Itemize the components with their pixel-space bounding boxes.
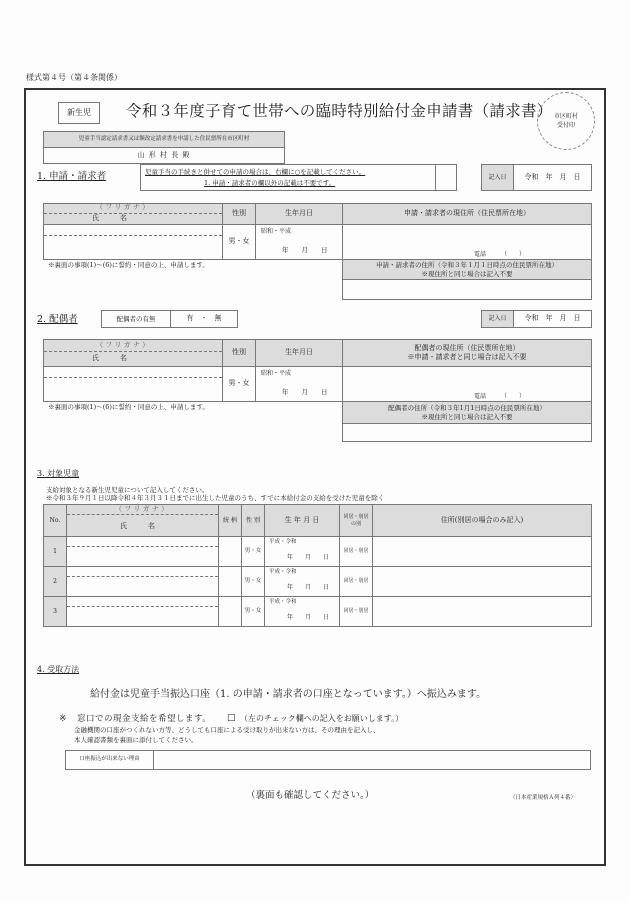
children-table <box>43 504 592 632</box>
s2-name-field[interactable] <box>43 366 223 402</box>
s2-sex-label: 性別 <box>232 348 246 357</box>
s1-sex-header <box>222 203 256 225</box>
paper-size-note: （日本産業規格Ａ列４番） <box>510 795 577 801</box>
s1-pledge: ※裏面の事項(1)～(6)に誓約・同意の上、申請します。 <box>48 261 209 269</box>
child-name-divider <box>67 576 218 577</box>
col-furigana-label: （ フ リ ガ ナ ） <box>115 505 169 513</box>
col-dob-label: 生 年 月 日 <box>284 515 320 524</box>
s4-explain-2: 本人確認書類を裏面に添付してください。 <box>74 736 198 744</box>
child-sex-field[interactable] <box>241 596 265 627</box>
col-name-label: 氏 名 <box>120 522 155 530</box>
child-no-value: 2 <box>53 577 57 585</box>
child-dob-ymd: 年 月 日 <box>287 584 330 591</box>
section1-date-label <box>481 164 514 191</box>
addressee-header-text: 児童手当認定請求書又は額改定請求書を申請した住民票所在市区町村 <box>78 135 250 142</box>
child-address-field[interactable] <box>372 566 592 597</box>
s2-address-label-1: 配偶者の現住所（住民票所在地） <box>414 343 520 352</box>
section2-heading: 2. 配偶者 <box>37 314 78 325</box>
child-dob-era: 平成・令和 <box>269 539 297 545</box>
s1-dob-era: 昭和・平成 <box>261 228 292 235</box>
child-cohab-field[interactable] <box>339 596 373 627</box>
date-value-text: 令和 年 月 日 <box>524 172 581 181</box>
s1-prev-address-label-2: ※現住所と同じ場合は記入不要 <box>421 269 513 278</box>
s2-furigana-label: （ フ リ ガ ナ ） <box>96 341 150 349</box>
s2-address-header <box>342 339 592 367</box>
col-dob <box>264 504 340 537</box>
s2-sex-header <box>222 339 256 367</box>
s2-prev-address-field[interactable] <box>342 423 592 442</box>
s2-name-divider <box>44 377 222 378</box>
col-no-label: No. <box>49 516 61 524</box>
child-cohab-field[interactable] <box>339 536 373 567</box>
child-dob-ymd: 年 月 日 <box>287 614 330 621</box>
s2-date-value-text: 令和 年 月 日 <box>524 314 581 323</box>
has-spouse-options: 有 ・ 無 <box>186 314 222 323</box>
col-relation <box>218 504 242 537</box>
s1-name-divider <box>44 235 222 236</box>
col-sex <box>241 504 265 537</box>
s2-pledge: ※裏面の事項(1)～(6)に誓約・同意の上、申請します。 <box>48 403 209 411</box>
addressee-header <box>43 131 285 148</box>
s1-furigana-divider <box>44 213 222 214</box>
child-relation-field[interactable] <box>218 566 242 597</box>
child-no <box>43 566 67 597</box>
addressee-name <box>43 147 285 164</box>
s2-dob-era: 昭和・平成 <box>261 370 292 377</box>
child-cohab-value: 同居・別居 <box>343 548 369 555</box>
date-label-text: 記入日 <box>488 173 507 181</box>
s4-statement: 給付金は児童手当振込口座（1. の申請・請求者の口座となっています。）へ振込みます。 <box>90 689 487 700</box>
child-dob-field[interactable] <box>264 566 340 597</box>
child-cohab-field[interactable] <box>339 566 373 597</box>
has-spouse-label-text: 配偶者の有無 <box>116 314 156 323</box>
s4-checkbox-note: （左のチェック欄への記入をお願いします。） <box>240 714 404 723</box>
s1-dob-label: 生年月日 <box>285 209 313 218</box>
addressee-name-text: 山 形 村 長 殿 <box>137 150 191 159</box>
s2-dob-field[interactable] <box>255 366 343 402</box>
child-no <box>43 596 67 627</box>
s1-name-field[interactable] <box>43 224 223 260</box>
s2-date-label-text: 記入日 <box>488 315 507 323</box>
form-id: 様式第４号（第４条関係） <box>26 73 122 82</box>
s2-address-label-2: ※申請・請求者と同じ場合は記入不要 <box>407 353 527 361</box>
child-dob-era: 平成・令和 <box>269 569 297 575</box>
child-address-field[interactable] <box>372 596 592 627</box>
section2-date-field[interactable] <box>513 310 592 328</box>
child-name-field[interactable] <box>66 536 219 567</box>
s1-dob-ymd: 年 月 日 <box>282 246 328 254</box>
child-sex-value: 男・女 <box>244 577 262 584</box>
child-dob-field[interactable] <box>264 536 340 567</box>
reason-label <box>65 750 154 770</box>
child-relation-field[interactable] <box>218 596 242 627</box>
child-row <box>43 596 592 627</box>
child-relation-field[interactable] <box>218 536 242 567</box>
s3-note-1: 支給対象となる新生児児童について記入してください。 <box>46 486 209 494</box>
page-title: 令和３年度子育て世帯への臨時特別給付金申請書（請求書） <box>126 102 553 120</box>
s1-phone-label: 電話 （ ） <box>474 251 526 258</box>
section1-date-field[interactable] <box>513 164 592 191</box>
child-row <box>43 536 592 567</box>
s1-prev-address-field[interactable] <box>342 279 592 300</box>
child-dob-field[interactable] <box>264 596 340 627</box>
s2-has-spouse-label <box>101 310 171 328</box>
section1-notice <box>140 164 436 191</box>
s1-furigana-label: （ フ リ ガ ナ ） <box>96 203 150 211</box>
s2-prev-address-label-1: 配偶者の住所（令和３年1月1日時点の住民票所在地） <box>388 404 546 413</box>
s4-cash-request: 窓口での現金支給を希望します。 <box>77 714 212 724</box>
child-cohab-value: 同居・別居 <box>343 578 369 585</box>
reason-field[interactable] <box>153 750 591 770</box>
section4-heading: 4. 受取方法 <box>37 665 80 674</box>
s4-explain-1: 金融機関の口座がつくれない方等、どうしても口座による受け取りが出来ない方は、その理由を記入し、 <box>74 726 380 734</box>
child-sex-value: 男・女 <box>244 607 262 614</box>
s2-name-label: 氏 名 <box>92 354 127 362</box>
child-name-field[interactable] <box>66 566 219 597</box>
reason-label-text: 口座振込が出来ない理由 <box>79 756 140 763</box>
child-no-value: 3 <box>53 607 57 615</box>
s1-name-label: 氏 名 <box>92 214 127 222</box>
s1-address-header <box>342 203 592 225</box>
child-no <box>43 536 67 567</box>
s2-dob-header <box>255 339 343 367</box>
col-sex-label: 性 別 <box>246 516 260 524</box>
stamp-label-1: 市区町村 <box>553 113 578 120</box>
s3-note-2: ※令和３年９月１日以降令和４年３月３１日までに出生した児童のうち、すでに本給付金の支給を受けた児童を除く <box>46 494 385 502</box>
notice-line-1: 児童手当の手続きと併せての申請の場合は、右欄に○を記載してください。 <box>145 168 366 176</box>
child-row <box>43 566 592 597</box>
s2-sex-field[interactable] <box>222 366 256 402</box>
col-cohab-label-2: の別 <box>350 520 361 527</box>
s1-prev-address-label-1: 申請・請求者の住所（令和３年１月１日時点の住民票所在地） <box>376 261 558 270</box>
col-furigana-divider <box>67 514 218 515</box>
child-no-value: 1 <box>53 547 57 555</box>
back-side-note: （裏面も確認してください。） <box>246 790 375 801</box>
col-relation-label: 続 柄 <box>223 516 237 524</box>
child-sex-value: 男・女 <box>244 547 262 554</box>
child-name-divider <box>67 546 218 547</box>
s2-prev-address-header <box>342 401 592 424</box>
section2-date-label <box>481 310 514 328</box>
col-address <box>372 504 592 537</box>
s1-address-label: 申請・請求者の現住所（住民票所在地） <box>404 209 530 218</box>
section1-heading: 1. 申請・請求者 <box>37 171 107 182</box>
s1-sex-field[interactable] <box>222 224 256 260</box>
child-name-field[interactable] <box>66 596 219 627</box>
s1-address-field[interactable] <box>342 224 592 260</box>
child-sex-field[interactable] <box>241 536 265 567</box>
child-dob-ymd: 年 月 日 <box>287 554 330 561</box>
child-address-field[interactable] <box>372 536 592 567</box>
s2-dob-label: 生年月日 <box>285 348 313 357</box>
s2-has-spouse-select[interactable] <box>170 310 238 328</box>
col-address-label: 住所(別居の場合のみ記入) <box>440 515 524 524</box>
s1-dob-header <box>255 203 343 225</box>
s1-dob-field[interactable] <box>255 224 343 260</box>
stamp-label-2: 受付印 <box>556 122 575 129</box>
notice-line-2: 1. 申請・請求者の欄以外の記載は不要です。 <box>204 179 336 187</box>
child-cohab-value: 同居・別居 <box>343 608 369 615</box>
s2-furigana-divider <box>44 351 222 352</box>
s2-sex-value: 男・女 <box>228 379 250 388</box>
col-cohab <box>339 504 373 537</box>
s1-sex-label: 性別 <box>232 209 246 218</box>
s2-dob-ymd: 年 月 日 <box>282 388 328 396</box>
child-sex-field[interactable] <box>241 566 265 597</box>
s1-prev-address-header <box>342 259 592 280</box>
s1-sex-value: 男・女 <box>228 237 250 246</box>
col-cohab-label-1: 同居・別居 <box>343 514 369 520</box>
s4-cash-mark: ※ <box>59 714 67 724</box>
newborn-badge-label: 新生児 <box>67 107 91 117</box>
child-dob-era: 平成・令和 <box>269 599 297 605</box>
col-no <box>43 504 67 537</box>
section1-check-box[interactable] <box>435 164 457 191</box>
s2-address-field[interactable] <box>342 366 592 402</box>
reception-stamp-area <box>537 92 595 150</box>
section3-heading: 3. 対象児童 <box>37 469 80 478</box>
cash-request-checkbox[interactable]: □ <box>227 713 236 723</box>
s2-prev-address-label-2: ※現住所と同じ場合は記入不要 <box>421 412 513 421</box>
child-name-divider <box>67 606 218 607</box>
s2-phone-label: 電話 （ ） <box>474 393 526 400</box>
newborn-badge <box>58 102 100 124</box>
